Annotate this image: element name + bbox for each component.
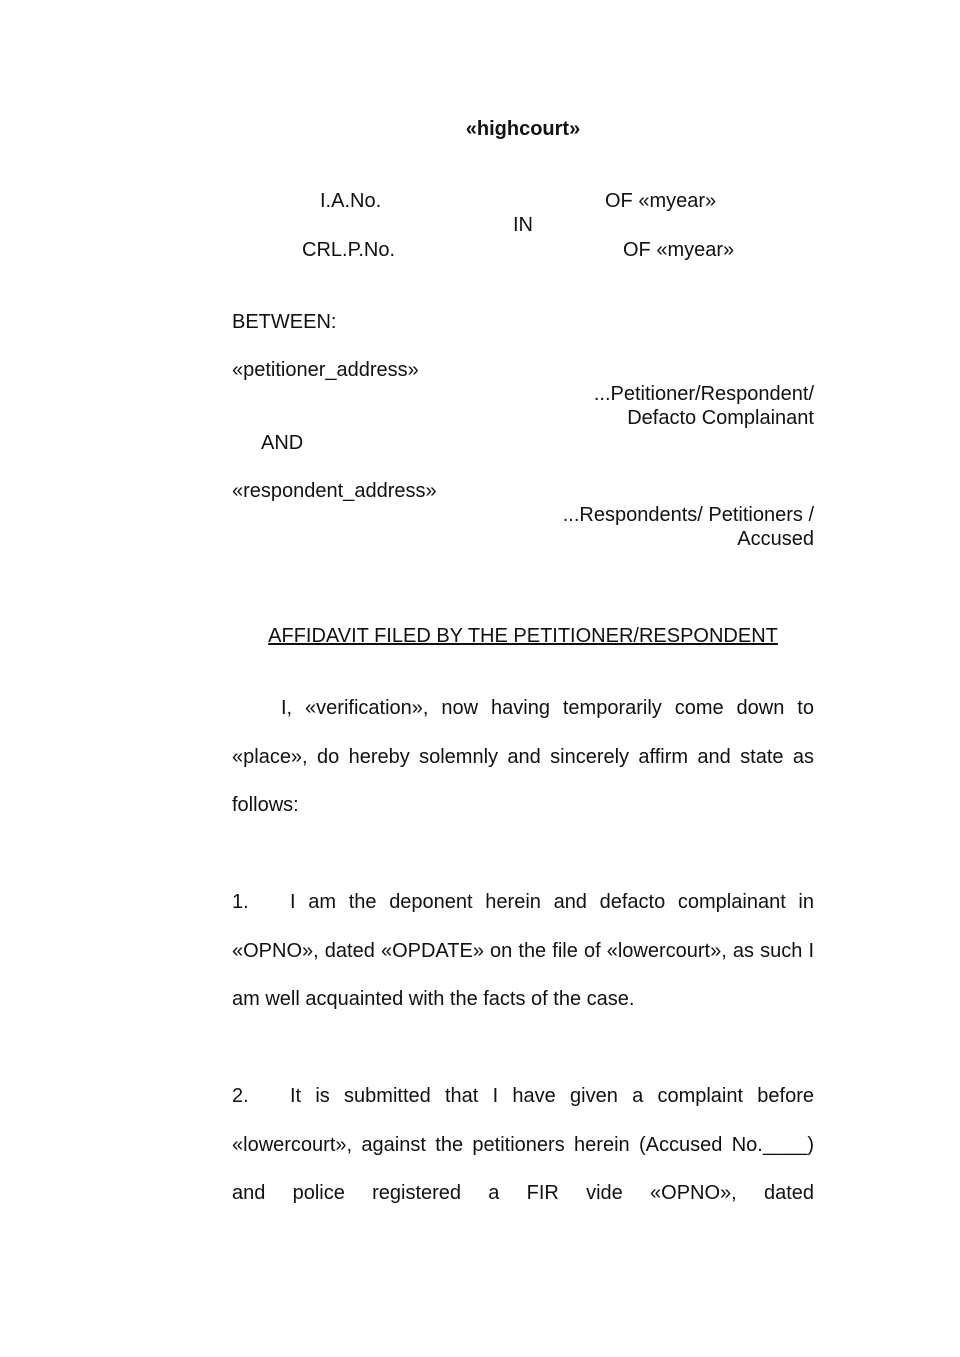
in-word: IN: [513, 214, 533, 236]
paragraph-number: 2.: [232, 1085, 249, 1107]
ia-year: OF «myear»: [605, 190, 717, 212]
petitioner-role-line1: ...Petitioner/Respondent/: [593, 383, 814, 405]
paragraph-number: 1.: [232, 891, 249, 913]
numbered-paragraph: [232, 878, 814, 1024]
respondent-role-line1: ...Respondents/ Petitioners /: [562, 504, 814, 526]
respondent-address: «respondent_address»: [232, 480, 437, 502]
affidavit-title: AFFIDAVIT FILED BY THE PETITIONER/RESPONDENT: [268, 625, 778, 647]
intro-paragraph: I, «verification», now having temporarily come down to «place», do hereby solemnly and sincerely affirm and state as follows:: [232, 697, 814, 816]
between-label: BETWEEN:: [232, 311, 337, 333]
respondent-role-line2: Accused: [737, 528, 814, 550]
paragraph-text: It is submitted that I have given a complaint before «lowercourt», against the petitioners herein (Accused No.____) and police registered a FIR vide «OPNO», dated: [232, 1085, 814, 1204]
ia-number-label: I.A.No.: [320, 190, 382, 212]
petitioner-address: «petitioner_address»: [232, 359, 419, 381]
numbered-paragraph: [232, 1072, 814, 1218]
crlp-year: OF «myear»: [623, 239, 735, 261]
crlp-number-label: CRL.P.No.: [302, 239, 396, 261]
and-word: AND: [261, 432, 304, 454]
paragraph-text: I am the deponent herein and defacto complainant in «OPNO», dated «OPDATE» on the file of «lowercourt», as such I am well acquainted with the facts of the case.: [232, 891, 814, 1010]
court-name: «highcourt»: [465, 118, 581, 140]
petitioner-role-line2: Defacto Complainant: [627, 407, 814, 429]
